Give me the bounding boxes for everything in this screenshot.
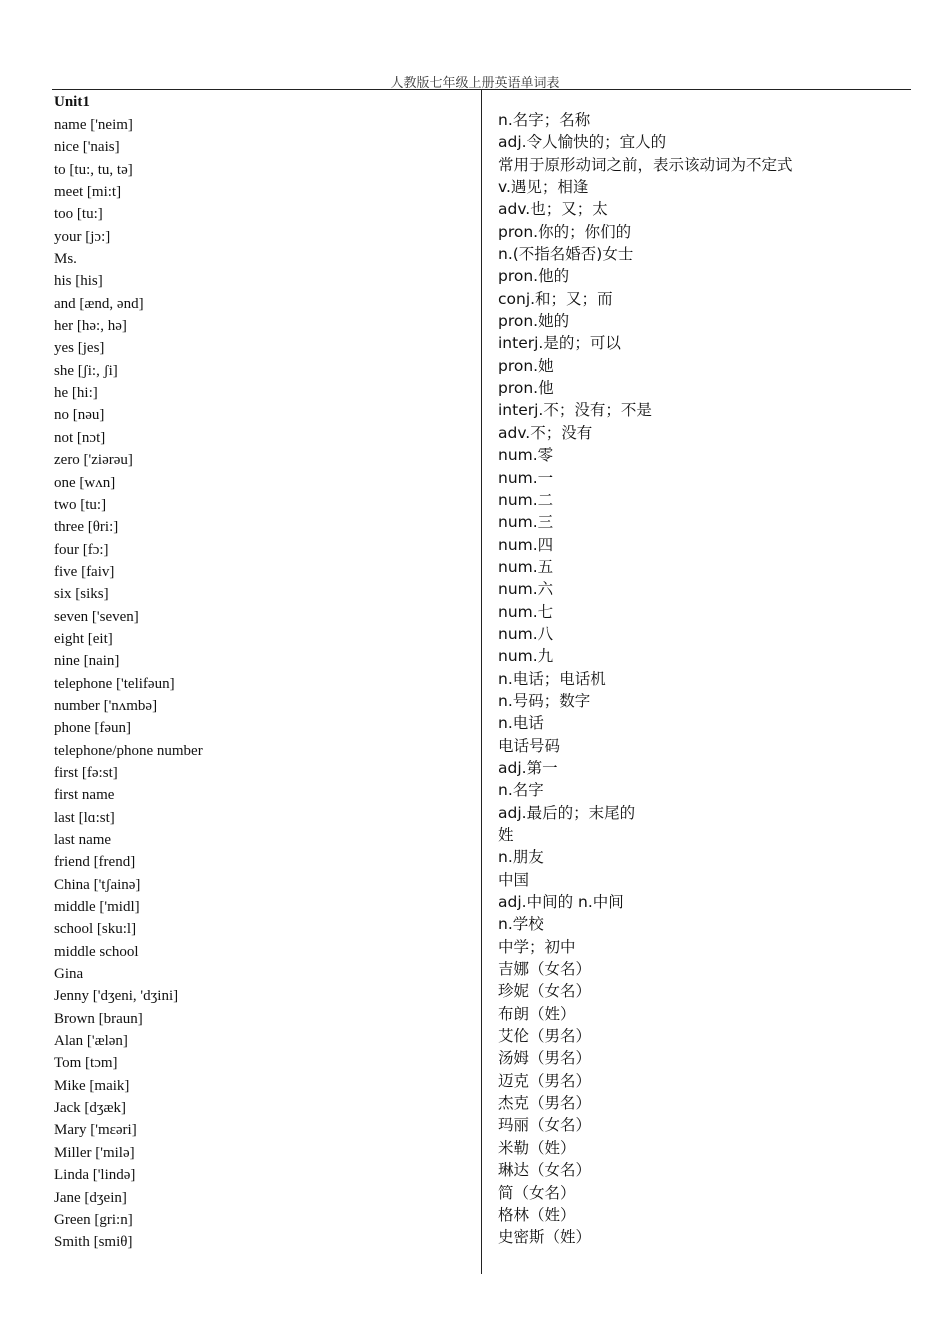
word-entry: not [nɔt] xyxy=(54,429,106,446)
word-entry: Miller ['milə] xyxy=(54,1144,135,1161)
word-meaning: 布朗（姓） xyxy=(498,1004,576,1023)
word-entry: five [faiv] xyxy=(54,563,115,580)
word-entry: seven ['seven] xyxy=(54,608,139,625)
word-entry: six [siks] xyxy=(54,586,109,603)
word-entry: school [sku:l] xyxy=(54,921,137,938)
word-meaning: 中学；初中 xyxy=(498,937,576,956)
word-meaning: 简（女名） xyxy=(498,1183,576,1202)
word-meaning: 常用于原形动词之前，表示该动词为不定式 xyxy=(498,155,793,174)
word-meaning: n.电话；电话机 xyxy=(498,669,606,688)
word-entry: Smith [smiθ] xyxy=(54,1234,133,1251)
word-entry: Ms. xyxy=(54,251,77,268)
word-entry: two [tu:] xyxy=(54,496,107,513)
word-meaning: n.朋友 xyxy=(498,848,544,867)
word-meaning: n.学校 xyxy=(498,915,544,934)
column-divider xyxy=(481,89,482,1274)
word-meaning: interj.不；没有；不是 xyxy=(498,401,652,420)
word-meaning: v.遇见；相逢 xyxy=(498,178,589,197)
word-meaning: 迈克（男名） xyxy=(498,1071,592,1090)
word-entry: and [ænd, ənd] xyxy=(54,295,144,312)
word-entry: too [tu:] xyxy=(54,206,103,223)
word-meaning: pron.她的 xyxy=(498,312,570,331)
word-entry: first [fə:st] xyxy=(54,764,118,781)
word-meaning: 格林（姓） xyxy=(498,1205,576,1224)
word-meaning: 艾伦（男名） xyxy=(498,1027,592,1046)
word-entry: Mary ['mɛəri] xyxy=(54,1122,137,1139)
word-entry: phone [fəun] xyxy=(54,720,132,737)
word-entry: Green [gri:n] xyxy=(54,1211,133,1228)
word-meaning: 米勒（姓） xyxy=(498,1138,576,1157)
word-entry: Jack [dʒæk] xyxy=(54,1100,127,1117)
word-meaning: pron.他 xyxy=(498,379,554,398)
word-entry: nice ['nais] xyxy=(54,139,120,156)
word-entry: eight [eit] xyxy=(54,630,113,647)
word-entry: meet [mi:t] xyxy=(54,184,122,201)
chinese-meaning-list xyxy=(498,109,793,1249)
word-meaning: pron.她 xyxy=(498,356,554,375)
word-meaning: n.(不指名婚否)女士 xyxy=(498,245,634,264)
word-meaning: num.六 xyxy=(498,580,554,599)
word-meaning: 珍妮（女名） xyxy=(498,982,592,1001)
unit-title: Unit1 xyxy=(54,94,90,110)
english-word-list xyxy=(54,114,203,1254)
word-meaning: 史密斯（姓） xyxy=(498,1228,592,1247)
word-meaning: pron.你的；你们的 xyxy=(498,222,632,241)
word-entry: your [jɔ:] xyxy=(54,228,111,245)
word-meaning: 杰克（男名） xyxy=(498,1094,592,1113)
word-entry: Jenny ['dʒeni, 'dʒini] xyxy=(54,988,179,1005)
word-entry: Alan ['ælən] xyxy=(54,1033,128,1050)
word-meaning: n.名字 xyxy=(498,781,544,800)
word-entry: zero ['ziərəu] xyxy=(54,452,133,469)
word-entry: Tom [tɔm] xyxy=(54,1055,118,1072)
word-meaning: 汤姆（男名） xyxy=(498,1049,592,1068)
word-meaning: n.号码；数字 xyxy=(498,691,591,710)
word-entry: name ['neim] xyxy=(54,117,133,133)
word-meaning: n.电话 xyxy=(498,714,544,733)
word-meaning: adv.也；又；太 xyxy=(498,200,608,219)
word-entry: telephone ['telifəun] xyxy=(54,675,175,692)
word-entry: one [wʌn] xyxy=(54,474,116,491)
word-entry: three [θri:] xyxy=(54,519,119,536)
word-meaning: 中国 xyxy=(498,870,530,889)
word-meaning: pron.他的 xyxy=(498,267,570,286)
word-entry: friend [frend] xyxy=(54,854,136,871)
word-entry: his [his] xyxy=(54,273,103,290)
word-entry: Brown [braun] xyxy=(54,1010,143,1027)
word-meaning: 电话号码 xyxy=(498,736,561,755)
word-meaning: num.零 xyxy=(498,446,554,465)
word-meaning: interj.是的；可以 xyxy=(498,334,621,353)
word-meaning: num.三 xyxy=(498,513,554,532)
page-header: 人教版七年级上册英语单词表 xyxy=(390,76,560,91)
word-entry: Jane [dʒein] xyxy=(54,1189,127,1206)
word-meaning: 姓 xyxy=(498,826,514,844)
word-meaning: adj.中间的 n.中间 xyxy=(498,893,624,912)
word-meaning: num.五 xyxy=(498,557,554,576)
word-entry: nine [nain] xyxy=(54,653,120,670)
word-meaning: num.七 xyxy=(498,602,554,621)
word-entry: Mike [maik] xyxy=(54,1077,130,1094)
word-entry: first name xyxy=(54,787,115,804)
word-meaning: num.一 xyxy=(498,468,554,487)
word-meaning: adj.第一 xyxy=(498,758,558,777)
word-entry: four [fɔ:] xyxy=(54,541,109,558)
word-meaning: num.九 xyxy=(498,647,554,666)
word-meaning: adj.最后的；末尾的 xyxy=(498,803,636,822)
word-entry: Linda ['lində] xyxy=(54,1167,136,1184)
word-entry: middle ['midl] xyxy=(54,899,140,916)
word-entry: he [hi:] xyxy=(54,385,98,402)
word-entry: no [nəu] xyxy=(54,407,105,424)
word-meaning: 玛丽（女名） xyxy=(498,1116,592,1135)
word-meaning: conj.和；又；而 xyxy=(498,289,613,308)
word-entry: telephone/phone number xyxy=(54,742,203,759)
word-entry: middle school xyxy=(54,943,139,960)
word-meaning: 琳达（女名） xyxy=(498,1161,592,1180)
word-meaning: num.二 xyxy=(498,490,554,509)
word-entry: last name xyxy=(54,832,112,848)
word-entry: yes [jes] xyxy=(54,340,105,357)
word-meaning: n.名字；名称 xyxy=(498,111,591,129)
word-entry: last [lɑ:st] xyxy=(54,809,115,826)
word-entry: her [hə:, hə] xyxy=(54,318,127,335)
word-meaning: num.八 xyxy=(498,624,554,643)
word-entry: to [tu:, tu, tə] xyxy=(54,161,133,178)
word-entry: number ['nʌmbə] xyxy=(54,697,158,714)
word-entry: China ['tʃainə] xyxy=(54,876,141,893)
word-meaning: adv.不；没有 xyxy=(498,423,593,442)
word-meaning: 吉娜（女名） xyxy=(498,960,592,979)
word-entry: Gina xyxy=(54,966,84,983)
word-entry: she [ʃi:, ʃi] xyxy=(54,362,118,379)
word-meaning: num.四 xyxy=(498,535,554,554)
word-meaning: adj.令人愉快的；宜人的 xyxy=(498,133,667,152)
